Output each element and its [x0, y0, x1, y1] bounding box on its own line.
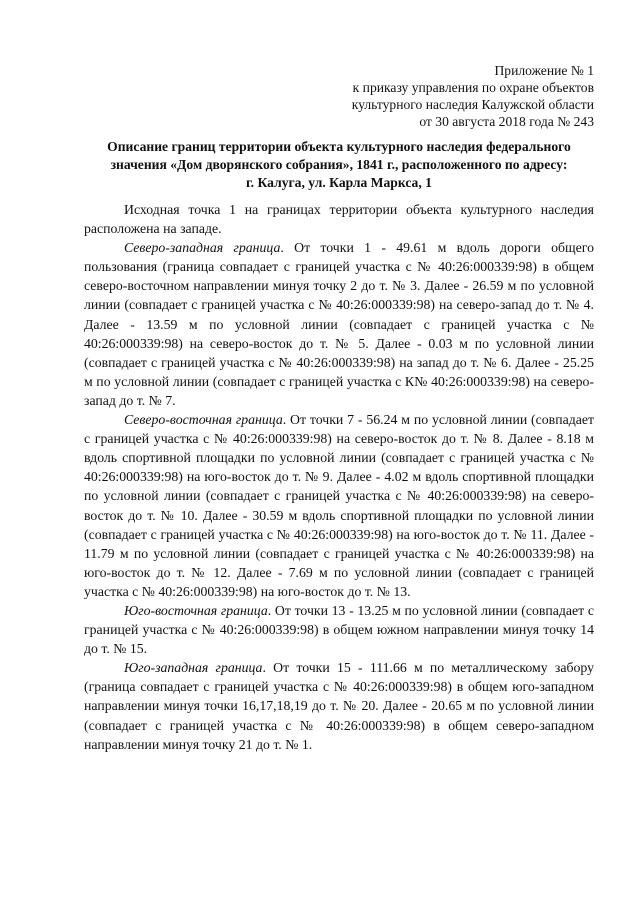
appendix-header [352, 62, 594, 130]
paragraph-southeast-border [84, 601, 594, 658]
paragraph-northeast-border [84, 410, 594, 601]
paragraph-label: Северо-западная граница [124, 240, 281, 256]
title-line-3: г. Калуга, ул. Карла Маркса, 1 [246, 175, 432, 190]
appendix-line-3: культурного наследия Калужской области [351, 97, 594, 112]
paragraph-text: . От точки 1 - 49.61 м вдоль дороги общего пользования (граница совпадает с границей участка с № 40:26:000339:98) в общем северо-восточном направлении минуя точку 2 до т. № 3. Далее - 26.59 м по условной линии (совпадает с границей участка с № 40:26:000339:98) на северо-запад до т. № 4. Далее - 13.59 м по условной линии (совпадает с границей участка с № 40:26:000339:98) на северо-восток до т. № 5. Далее - 0.03 м по условной линии (совпадает с границей участка с № 40:26:000339:98) на запад до т. № 6. Далее - 25.25 м по условной линии (совпадает с границей участка с К№ 40:26:000339:98) на северо-запад до т. № 7. [84, 240, 594, 408]
appendix-line-4: от 30 августа 2018 года № 243 [419, 114, 594, 129]
paragraph-label: Юго-западная граница [124, 660, 263, 676]
title-line-2: значения «Дом дворянского собрания», 1841 г., расположенного по адресу: [110, 157, 568, 172]
paragraph-text: . От точки 7 - 56.24 м по условной линии (совпадает с границей участка с № 40:26:000339:98) на северо-восток до т. № 8. Далее - 8.18 м вдоль спортивной площадки по условной линии (совпадает с границей участка с № 40:26:000339:98) на юго-восток до т. № 9. Далее - 4.02 м вдоль спортивной площадки по условной линии (совпадает с границей участка с № 40:26:000339:98) на северо-восток до т. № 10. Далее - 30.59 м вдоль спортивной площадки по условной линии (совпадает с границей участка с № 40:26:000339:98) на юго-восток до т. № 11. Далее - 11.79 м по условной линии (совпадает с границей участка с № 40:26:000339:98) на юго-восток до т. № 12. Далее - 7.69 м по условной линии (совпадает с границей участка с № 40:26:000339:98) на юго-восток до т. № 13. [84, 412, 594, 599]
paragraph-northwest-border [84, 238, 594, 410]
paragraph-label: Северо-восточная граница [124, 412, 283, 428]
paragraph-text: . От точки 13 - 13.25 м по условной линии (совпадает с границей участка с № 40:26:000339:98) в общем южном направлении минуя точку 14 до т. № 15. [84, 602, 594, 657]
paragraph-start-point [84, 200, 594, 238]
document-title [84, 138, 594, 192]
title-line-1: Описание границ территории объекта культурного наследия федерального [107, 139, 571, 154]
appendix-line-2: к приказу управления по охране объектов [352, 80, 594, 95]
document-body [84, 200, 594, 754]
paragraph-text: . От точки 15 - 111.66 м по металлическому забору (граница совпадает с границей участка с № 40:26:000339:98) в общем юго-западном направлении минуя точки 16,17,18,19 до т. № 20. Далее - 20.65 м по условной линии (совпадает с границей участка с № 40:26:000339:98) в общем северо-западном направлении минуя точку 21 до т. № 1. [84, 660, 595, 752]
paragraph-text: Исходная точка 1 на границах территории объекта культурного наследия расположена на западе. [84, 202, 594, 237]
paragraph-southwest-border [84, 658, 594, 753]
appendix-line-1: Приложение № 1 [494, 63, 594, 78]
paragraph-label: Юго-восточная граница [124, 602, 268, 618]
